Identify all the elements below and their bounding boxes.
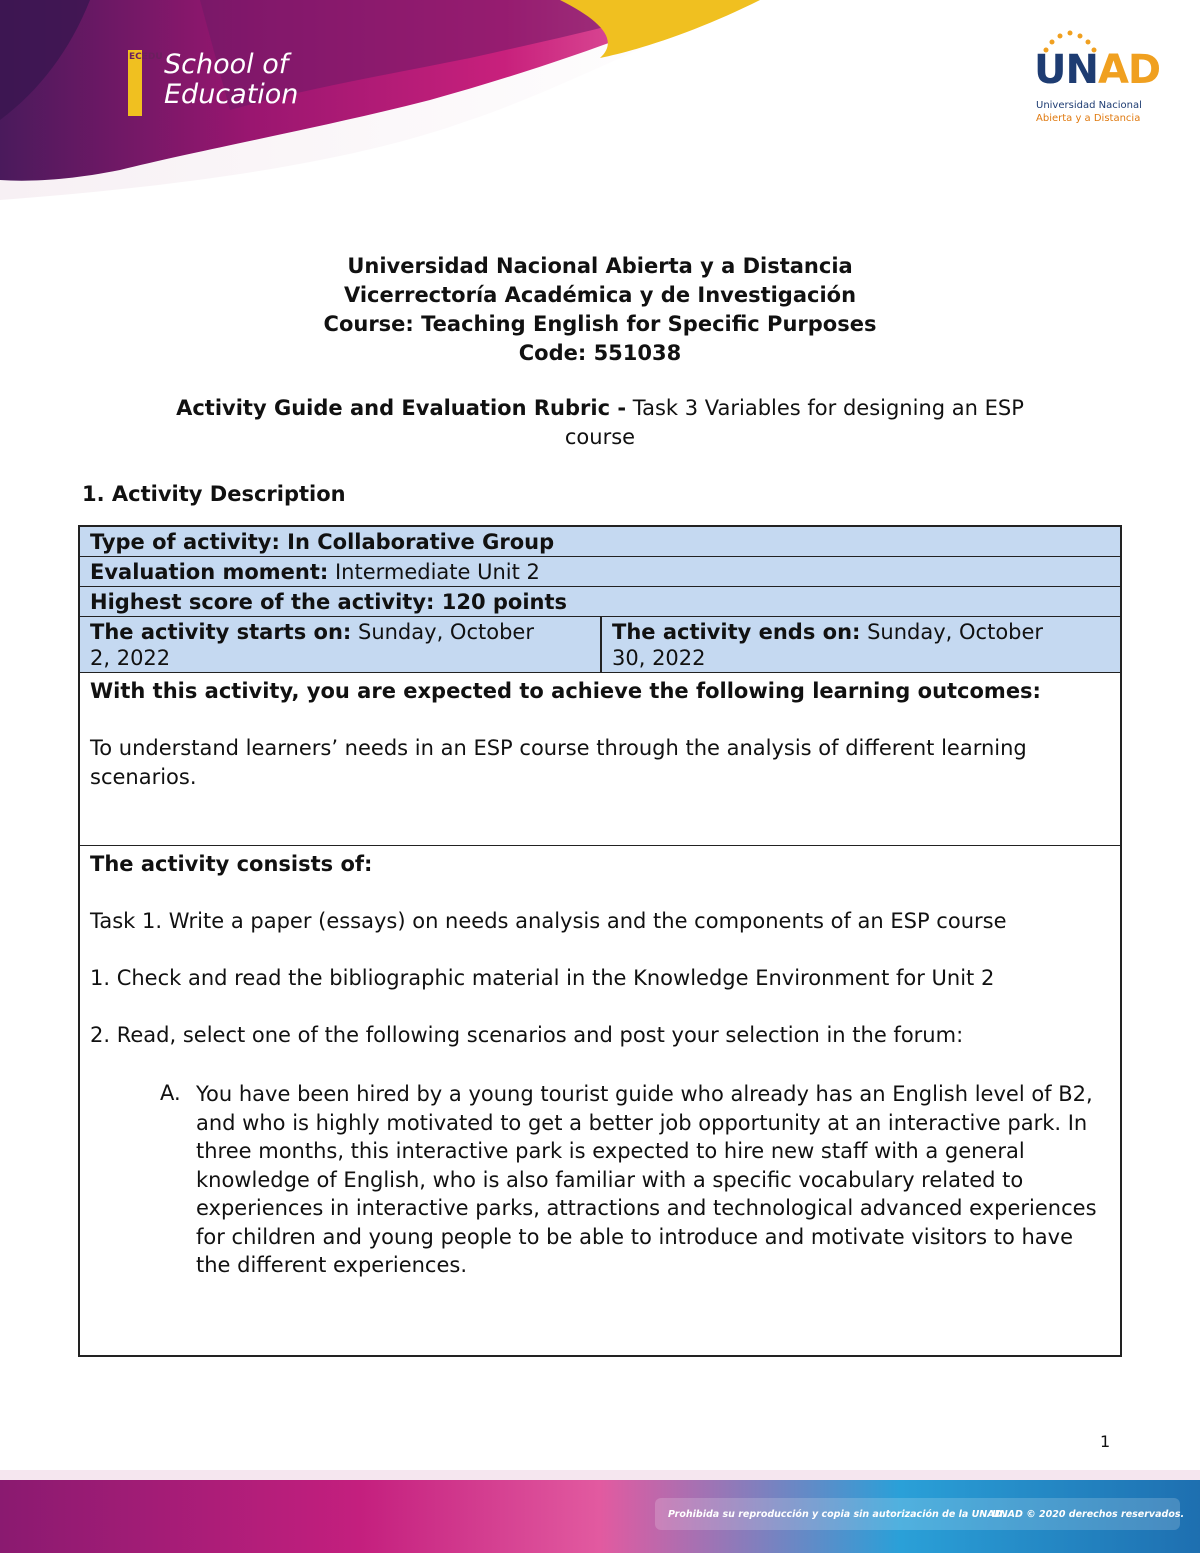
document-title-block bbox=[80, 252, 1120, 368]
end-date-value-2: 30, 2022 bbox=[612, 646, 706, 670]
activity-end-cell bbox=[600, 617, 1120, 672]
activity-guide-title bbox=[100, 394, 1100, 452]
evaluation-moment-value: Intermediate Unit 2 bbox=[328, 560, 540, 584]
row-learning-outcomes bbox=[80, 673, 1120, 846]
course-code: Code: 551038 bbox=[518, 341, 682, 365]
scenario-a-letter: A. bbox=[160, 1081, 181, 1105]
school-logo-line2: Education bbox=[164, 79, 299, 110]
page-number: 1 bbox=[1100, 1432, 1111, 1451]
end-date-label: The activity ends on: bbox=[612, 620, 861, 644]
footer-copyright-notice: Prohibida su reproducción y copia sin autorización de la UNAD. bbox=[668, 1509, 1007, 1520]
start-date-value-2: 2, 2022 bbox=[90, 646, 171, 670]
unad-subtitle-2: Abierta y a Distancia bbox=[1036, 113, 1141, 124]
guide-title-text: Task 3 Variables for designing an ESP bbox=[626, 396, 1024, 420]
school-logo-name bbox=[164, 50, 298, 110]
start-date-label: The activity starts on: bbox=[90, 620, 352, 644]
guide-title-text-2: course bbox=[564, 425, 636, 449]
school-of-education-logo bbox=[128, 48, 318, 118]
university-name: Universidad Nacional Abierta y a Distancia bbox=[347, 254, 853, 278]
row-activity-consists bbox=[80, 846, 1120, 1355]
spacer bbox=[90, 706, 1110, 734]
learning-outcomes-text: To understand learners’ needs in an ESP course through the analysis of different learning scenarios. bbox=[90, 736, 1027, 789]
unad-wordmark: UNAD bbox=[1034, 47, 1161, 93]
row-activity-dates bbox=[80, 617, 1120, 673]
activity-start-cell bbox=[80, 617, 600, 672]
course-name: Course: Teaching English for Specific Purposes bbox=[323, 312, 877, 336]
scenario-a-text: You have been hired by a young tourist guide who already has an English level of B2, and who is highly motivated to get a better job opportunity at an interactive park. In three months, this interactive park is expected to hire new staff with a general knowledge of English, who is also familiar with a specific vocabulary related to experiences in interactive parks, attractions and technological advanced experiences for children and young people to be able to introduce and motivate visitors to have the different experiences. bbox=[196, 1082, 1097, 1277]
spacer bbox=[90, 879, 1110, 907]
school-logo-vertical-text: ECEDU bbox=[129, 52, 163, 62]
step-1-text: 1. Check and read the bibliographic material in the Knowledge Environment for Unit 2 bbox=[90, 966, 995, 990]
spacer bbox=[90, 993, 1110, 1021]
vice-rectory: Vicerrectoría Académica y de Investigación bbox=[343, 283, 857, 307]
guide-title-label: Activity Guide and Evaluation Rubric - bbox=[176, 396, 627, 420]
start-date-value-1: Sunday, October bbox=[351, 620, 534, 644]
end-date-value-1: Sunday, October bbox=[860, 620, 1044, 644]
evaluation-moment-label: Evaluation moment: bbox=[90, 560, 329, 584]
row-highest-score bbox=[80, 587, 1120, 617]
spacer bbox=[90, 1050, 1110, 1078]
scenario-a bbox=[160, 1080, 1110, 1280]
task-1-text: Task 1. Write a paper (essays) on needs analysis and the components of an ESP course bbox=[90, 909, 1007, 933]
row-evaluation-moment bbox=[80, 557, 1120, 587]
footer-rights-notice: UNAD © 2020 derechos reservados. bbox=[992, 1509, 1185, 1520]
activity-type-label: Type of activity: In Collaborative Group bbox=[90, 530, 555, 554]
highest-score-label: Highest score of the activity: 120 points bbox=[90, 590, 568, 614]
activity-description-table bbox=[78, 525, 1122, 1357]
school-logo-line1: School of bbox=[164, 49, 289, 80]
activity-consists-label: The activity consists of: bbox=[90, 852, 373, 876]
step-2-text: 2. Read, select one of the following scenarios and post your selection in the forum: bbox=[90, 1023, 964, 1047]
unad-logo bbox=[1034, 30, 1164, 130]
unad-subtitle-1: Universidad Nacional bbox=[1036, 100, 1142, 111]
spacer bbox=[90, 936, 1110, 964]
row-activity-type bbox=[80, 527, 1120, 557]
section-heading: 1. Activity Description bbox=[82, 482, 346, 506]
learning-outcomes-label: With this activity, you are expected to achieve the following learning outcomes: bbox=[90, 679, 1041, 703]
